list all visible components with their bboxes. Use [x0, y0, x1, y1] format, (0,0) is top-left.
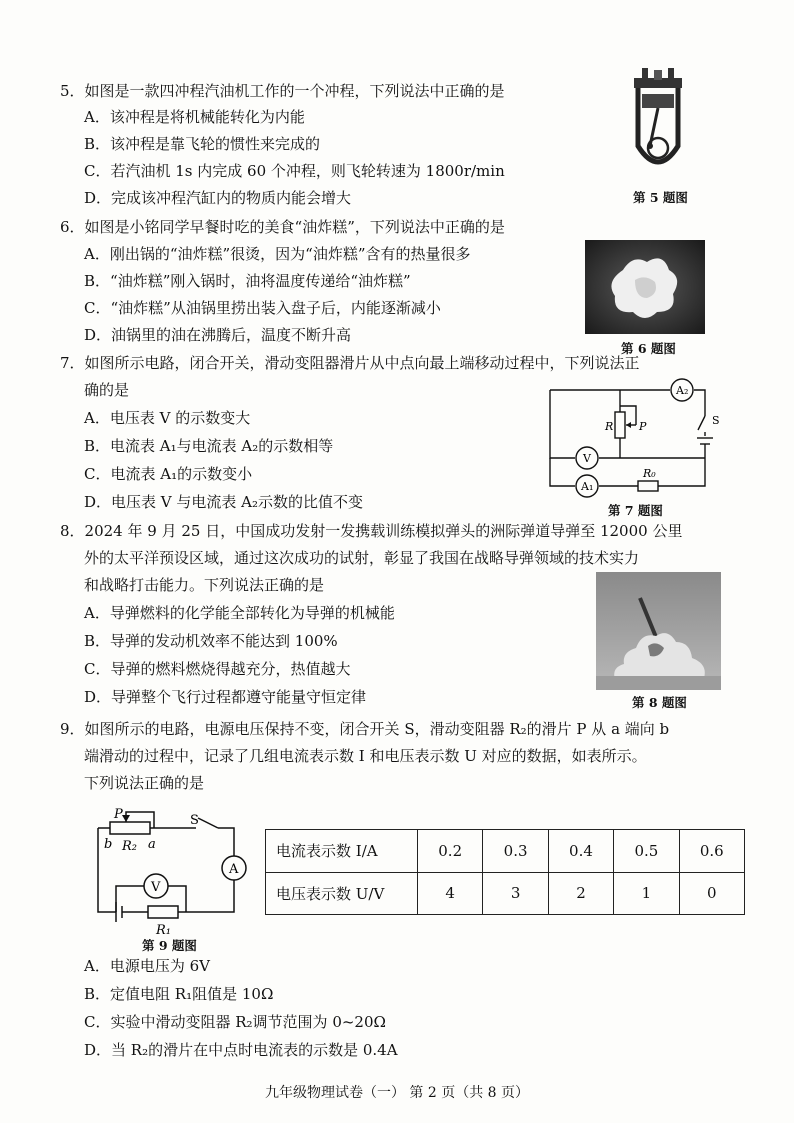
table-cell: 0.3 — [483, 830, 548, 873]
table-cell: 1 — [614, 872, 679, 915]
q9-voltmeter-label: V — [151, 880, 161, 895]
q6-stem: 6．如图是小铭同学早餐时吃的美食“油炸糕”，下列说法中正确的是 — [60, 218, 505, 236]
q7-switch-label: S — [712, 414, 720, 427]
q7-option-a: A．电压表 V 的示数变大 — [84, 409, 251, 427]
q9-option-a: A．电源电压为 6V — [84, 957, 210, 975]
q8-stem-line2: 外的太平洋预设区域，通过这次成功的试射，彰显了我国在战略导弹领域的技术实力 — [84, 549, 640, 567]
q9-option-b: B．定值电阻 R₁阻值是 10Ω — [84, 985, 274, 1003]
page-footer: 九年级物理试卷（一） 第 2 页（共 8 页） — [264, 1085, 530, 1101]
q7-slider-label: P — [639, 420, 647, 433]
q8-option-c: C．导弹的燃料燃烧得越充分，热值越大 — [84, 660, 351, 678]
q8-stem-line1: 8．2024 年 9 月 25 日，中国成功发射一发携载训练模拟弹头的洲际弹道导弹至 12000 公里 — [60, 522, 683, 540]
q9-r2-label: R₂ — [122, 839, 137, 854]
missile-launch-photo — [596, 572, 721, 690]
q6-caption: 第 6 题图 — [621, 341, 676, 356]
q9-option-c: C．实验中滑动变阻器 R₂调节范围为 0~20Ω — [84, 1013, 386, 1031]
table-cell: 0 — [679, 872, 744, 915]
q7-option-d: D．电压表 V 与电流表 A₂示数的比值不变 — [84, 493, 364, 511]
fried-cake-photo — [585, 240, 705, 334]
q9-caption: 第 9 题图 — [142, 938, 197, 953]
q6-option-a: A．刚出锅的“油炸糕”很烫，因为“油炸糕”含有的热量很多 — [84, 245, 471, 263]
q9-slider-label: P — [114, 807, 123, 822]
q9-ammeter-label: A — [229, 862, 239, 877]
q7-circuit-diagram — [540, 378, 720, 502]
q7-ammeter-a1-label: A₁ — [581, 480, 594, 493]
q8-caption: 第 8 题图 — [632, 695, 687, 710]
table-cell: 0.4 — [548, 830, 613, 873]
q9-circuit-diagram — [86, 806, 258, 938]
q9-end-a-label: a — [148, 837, 156, 852]
q5-option-d: D．完成该冲程汽缸内的物质内能会增大 — [84, 189, 352, 207]
q7-caption: 第 7 题图 — [608, 503, 663, 518]
q9-stem-line3: 下列说法正确的是 — [84, 774, 205, 792]
q8-option-a: A．导弹燃料的化学能全部转化为导弹的机械能 — [84, 604, 395, 622]
q7-stem-line1: 7．如图所示电路，闭合开关，滑动变阻器滑片从中点向最上端移动过程中，下列说法正 — [60, 354, 640, 372]
q9-data-table — [265, 829, 745, 915]
q5-stem: 5．如图是一款四冲程汽油机工作的一个冲程，下列说法中正确的是 — [60, 82, 505, 100]
table-row-header-voltage: 电压表示数 U/V — [266, 872, 418, 915]
q7-option-b: B．电流表 A₁与电流表 A₂的示数相等 — [84, 437, 334, 455]
table-cell: 0.5 — [614, 830, 679, 873]
q7-voltmeter-label: V — [583, 452, 591, 465]
q7-ammeter-a2-label: A₂ — [676, 384, 689, 397]
table-row — [266, 830, 745, 873]
q9-stem-line1: 9．如图所示的电路，电源电压保持不变，闭合开关 S，滑动变阻器 R₂的滑片 P 从 a 端向 b — [60, 720, 670, 738]
q6-option-b: B．“油炸糕”刚入锅时，油将温度传递给“油炸糕” — [84, 272, 411, 290]
table-row-header-current: 电流表示数 I/A — [266, 830, 418, 873]
q5-option-a: A．该冲程是将机械能转化为内能 — [84, 108, 305, 126]
table-cell: 3 — [483, 872, 548, 915]
q9-r1-label: R₁ — [156, 923, 171, 938]
q7-rheostat-label: R — [605, 420, 614, 433]
q9-stem-line2: 端滑动的过程中，记录了几组电流表示数 I 和电压表示数 U 对应的数据，如表所示。 — [84, 747, 647, 765]
q7-r0-label: R₀ — [643, 467, 656, 480]
engine-stroke-figure — [628, 68, 688, 180]
q8-option-b: B．导弹的发动机效率不能达到 100% — [84, 632, 338, 650]
q5-caption: 第 5 题图 — [633, 190, 688, 205]
q6-option-d: D．油锅里的油在沸腾后，温度不断升高 — [84, 326, 352, 344]
table-cell: 4 — [418, 872, 483, 915]
q8-stem-line3: 和战略打击能力。下列说法正确的是 — [84, 576, 325, 594]
table-cell: 0.2 — [418, 830, 483, 873]
table-cell: 2 — [548, 872, 613, 915]
table-cell: 0.6 — [679, 830, 744, 873]
table-row — [266, 872, 745, 915]
q7-stem-line2: 确的是 — [84, 381, 130, 399]
q5-option-c: C．若汽油机 1s 内完成 60 个冲程，则飞轮转速为 1800r/min — [84, 162, 505, 180]
q5-option-b: B．该冲程是靠飞轮的惯性来完成的 — [84, 135, 321, 153]
q6-option-c: C．“油炸糕”从油锅里捞出装入盘子后，内能逐渐减小 — [84, 299, 441, 317]
q9-switch-label: S — [190, 813, 199, 828]
q9-end-b-label: b — [104, 837, 113, 852]
q9-option-d: D．当 R₂的滑片在中点时电流表的示数是 0.4A — [84, 1041, 398, 1059]
q8-option-d: D．导弹整个飞行过程都遵守能量守恒定律 — [84, 688, 367, 706]
q7-option-c: C．电流表 A₁的示数变小 — [84, 465, 253, 483]
